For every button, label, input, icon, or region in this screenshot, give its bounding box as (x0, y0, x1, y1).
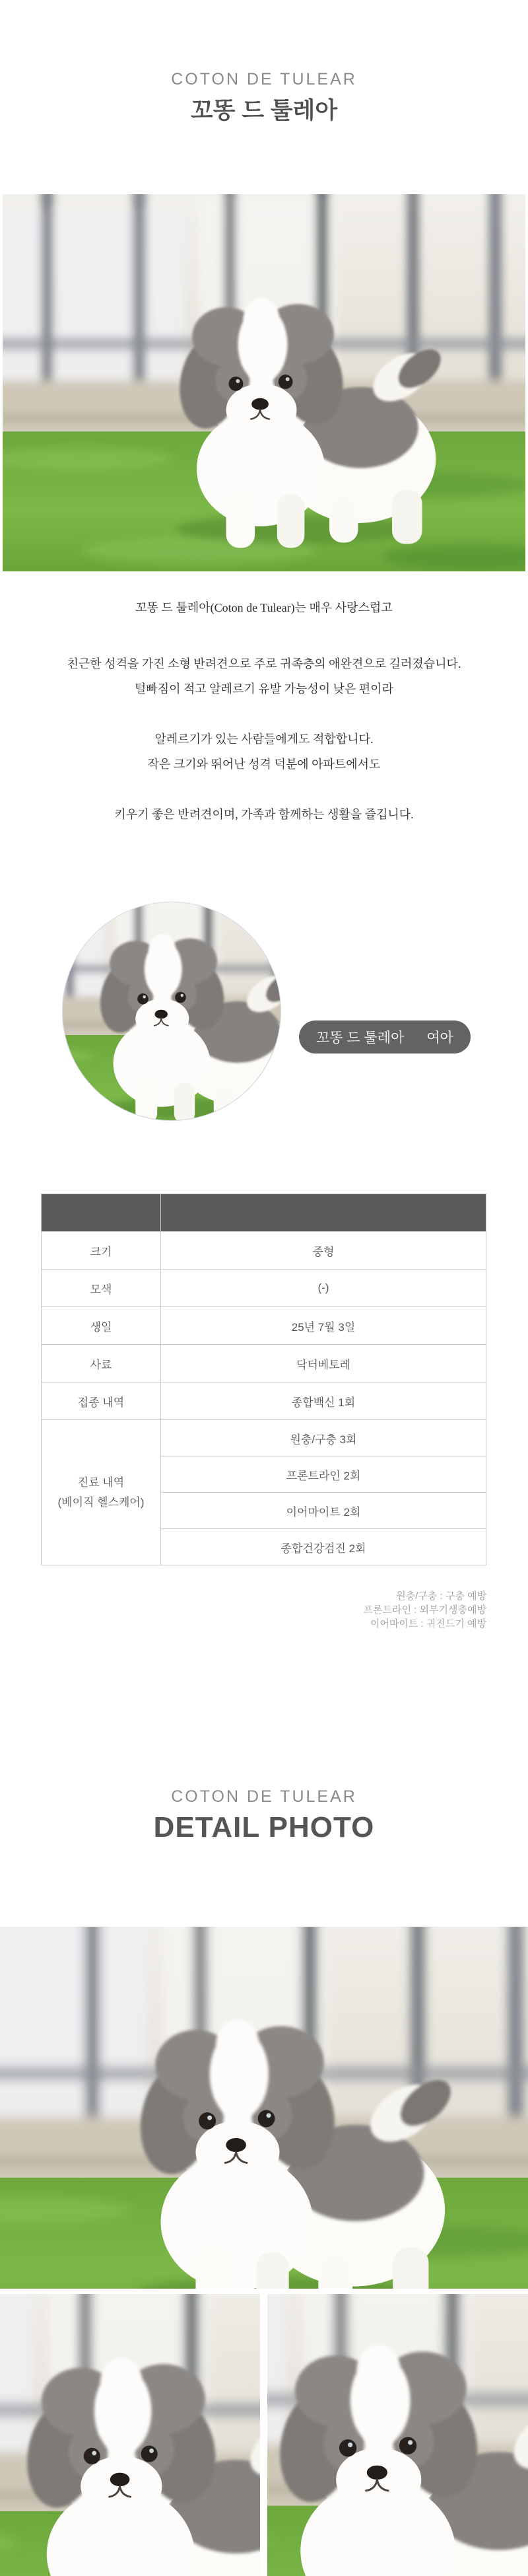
row-label: 모색 (42, 1270, 161, 1307)
row-value: (-) (161, 1270, 486, 1307)
table-row-feed (42, 1345, 486, 1382)
table-header-value-cell (161, 1194, 486, 1232)
breed-sex-badge (299, 1020, 471, 1054)
table-row-coat-color (42, 1270, 486, 1307)
row-label: 생일 (42, 1307, 161, 1345)
description-line: 꼬똥 드 툴레아(Coton de Tulear)는 매우 사랑스럽고 (135, 601, 393, 614)
table-row-birthday (42, 1307, 486, 1345)
row-label: 접종 내역 (42, 1382, 161, 1420)
table-row-size (42, 1232, 486, 1270)
footnote-line: 프론트라인 : 외부기생충예방 (363, 1604, 486, 1616)
main-puppy-photo (3, 194, 525, 571)
table-footnotes (364, 1589, 486, 1631)
detail-photo-3 (267, 2294, 528, 2576)
circular-puppy-photo (63, 902, 280, 1120)
footnote-line: 원충/구충 : 구충 예방 (396, 1591, 486, 1602)
detail-photo-1 (0, 1927, 528, 2289)
row-value: 종합백신 1회 (161, 1382, 486, 1420)
description-line: 알레르기가 있는 사람들에게도 적합합니다. (154, 733, 374, 746)
row-value: 닥터베토레 (161, 1345, 486, 1382)
badge-sex-label: 여아 (426, 1030, 453, 1046)
detail-section-title-english: COTON DE TULEAR (171, 1787, 357, 1806)
table-row-vaccination (42, 1382, 486, 1420)
care-value: 이어마이트 2회 (161, 1493, 486, 1529)
footnote-line: 이어마이트 : 귀진드기 예방 (370, 1618, 486, 1629)
description-line: 털빠짐이 적고 알레르기 유발 가능성이 낮은 편이라 (134, 682, 394, 696)
page-title-english: COTON DE TULEAR (171, 70, 357, 89)
detail-photo-2 (0, 2294, 260, 2576)
row-value: 중형 (161, 1232, 486, 1270)
table-header-label-cell (42, 1194, 161, 1232)
page-title-korean: 꼬똥 드 툴레아 (190, 98, 338, 124)
puppy-info-table (41, 1194, 486, 1565)
row-label: 사료 (42, 1345, 161, 1382)
row-label: 크기 (42, 1232, 161, 1270)
care-value: 종합건강검진 2회 (161, 1529, 486, 1565)
table-row-care-1 (42, 1420, 486, 1456)
table-header-row (42, 1194, 486, 1232)
detail-section-title: DETAIL PHOTO (153, 1811, 375, 1843)
description-line: 작은 크기와 뛰어난 성격 덕분에 아파트에서도 (147, 758, 381, 771)
care-label-line2: (베이직 헬스케어) (57, 1495, 145, 1509)
breed-description (0, 595, 528, 827)
description-line: 친근한 성격을 가진 소형 반려견으로 주로 귀족층의 애완견으로 길러졌습니다. (67, 657, 461, 670)
care-section-label (42, 1420, 161, 1565)
care-value: 프론트라인 2회 (161, 1456, 486, 1493)
row-value: 25년 7월 3일 (161, 1307, 486, 1345)
care-value: 원충/구충 3회 (161, 1420, 486, 1456)
care-label-line1: 진료 내역 (77, 1476, 125, 1489)
badge-breed-label: 꼬똥 드 툴레아 (316, 1030, 405, 1046)
description-line: 키우기 좋은 반려견이며, 가족과 함께하는 생활을 즐깁니다. (114, 808, 414, 821)
